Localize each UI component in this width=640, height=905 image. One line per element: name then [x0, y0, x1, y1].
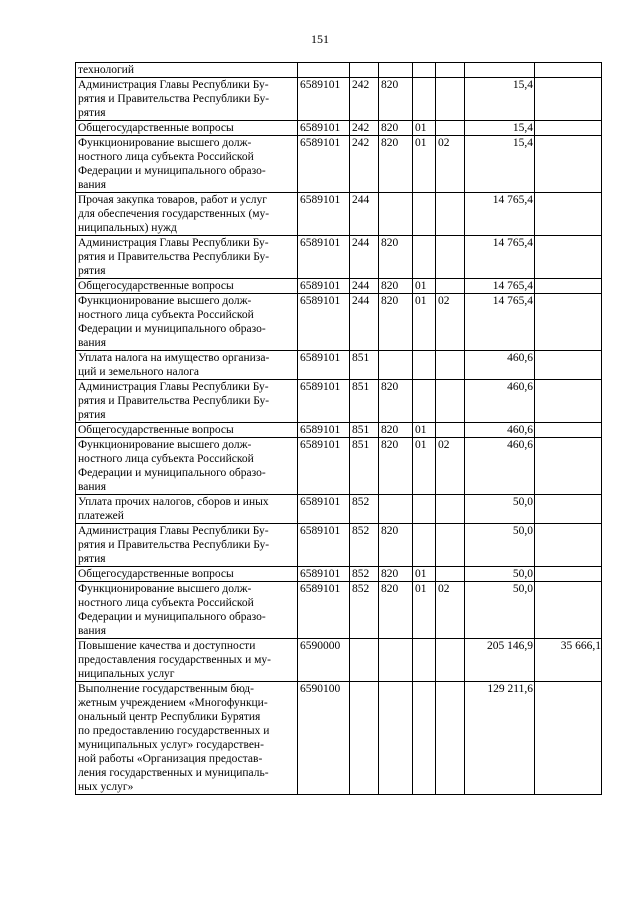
cell-section: 01 [413, 582, 436, 639]
cell-section: 01 [413, 567, 436, 582]
cell-ministry: 820 [379, 236, 413, 279]
cell-name: Администрация Главы Республики Бу- рятия и Правительства Республики Бу- рятия [76, 78, 298, 121]
cell-amount: 460,6 [465, 423, 535, 438]
cell-amount-extra [535, 121, 602, 136]
cell-name: Общегосударственные вопросы [76, 423, 298, 438]
cell-expense-type: 244 [350, 236, 379, 279]
cell-subsection [436, 495, 465, 524]
cell-amount-extra [535, 351, 602, 380]
cell-section: 01 [413, 294, 436, 351]
cell-name: Уплата налога на имущество организа- ций и земельного налога [76, 351, 298, 380]
cell-subsection [436, 351, 465, 380]
cell-expense-type: 852 [350, 495, 379, 524]
table-row [76, 193, 602, 236]
cell-amount: 460,6 [465, 438, 535, 495]
table-row [76, 294, 602, 351]
cell-section: 01 [413, 423, 436, 438]
cell-section [413, 380, 436, 423]
table-row [76, 121, 602, 136]
cell-section [413, 78, 436, 121]
cell-name: Повышение качества и доступности предоставления государственных и му- ниципальных услуг [76, 639, 298, 682]
cell-target-article: 6589101 [298, 582, 350, 639]
cell-amount-extra [535, 193, 602, 236]
cell-amount: 15,4 [465, 136, 535, 193]
cell-expense-type [350, 639, 379, 682]
cell-subsection [436, 279, 465, 294]
cell-target-article: 6589101 [298, 279, 350, 294]
cell-target-article: 6589101 [298, 236, 350, 279]
cell-section: 01 [413, 136, 436, 193]
cell-name: Прочая закупка товаров, работ и услуг для обеспечения государственных (му- ниципальных) нужд [76, 193, 298, 236]
table-row [76, 524, 602, 567]
table-row [76, 567, 602, 582]
cell-amount-extra [535, 582, 602, 639]
cell-ministry [379, 193, 413, 236]
cell-amount-extra [535, 682, 602, 795]
cell-name: Функционирование высшего долж- ностного лица субъекта Российской Федерации и муниципального образо- вания [76, 582, 298, 639]
cell-expense-type: 244 [350, 193, 379, 236]
cell-ministry: 820 [379, 423, 413, 438]
cell-amount: 50,0 [465, 567, 535, 582]
table-row [76, 279, 602, 294]
cell-expense-type [350, 682, 379, 795]
cell-ministry: 820 [379, 121, 413, 136]
cell-amount: 460,6 [465, 351, 535, 380]
table-body [76, 63, 602, 795]
cell-ministry [379, 682, 413, 795]
cell-section [413, 682, 436, 795]
cell-target-article [298, 63, 350, 78]
cell-amount-extra [535, 294, 602, 351]
cell-amount-extra [535, 438, 602, 495]
cell-name: Выполнение государственным бюд- жетным учреждением «Многофункци- ональный центр Республики Бурятия по предоставлению государственных и муниципальных услуг» государствен- ной работы «Организация предостав- ления государственных и муниципаль- ных услуг» [76, 682, 298, 795]
cell-name: Общегосударственные вопросы [76, 567, 298, 582]
cell-target-article: 6589101 [298, 524, 350, 567]
table-row [76, 351, 602, 380]
cell-expense-type: 242 [350, 78, 379, 121]
cell-expense-type: 852 [350, 582, 379, 639]
cell-ministry [379, 495, 413, 524]
cell-subsection: 02 [436, 582, 465, 639]
table-row [76, 423, 602, 438]
cell-subsection [436, 193, 465, 236]
cell-ministry: 820 [379, 567, 413, 582]
cell-amount: 14 765,4 [465, 279, 535, 294]
cell-subsection [436, 524, 465, 567]
cell-ministry: 820 [379, 438, 413, 495]
cell-amount-extra [535, 236, 602, 279]
cell-target-article: 6590000 [298, 639, 350, 682]
cell-amount-extra [535, 279, 602, 294]
cell-section [413, 236, 436, 279]
cell-amount-extra [535, 524, 602, 567]
budget-table [75, 62, 602, 795]
cell-name: Администрация Главы Республики Бу- рятия и Правительства Республики Бу- рятия [76, 380, 298, 423]
cell-name: Функционирование высшего долж- ностного лица субъекта Российской Федерации и муниципального образо- вания [76, 438, 298, 495]
table-row [76, 639, 602, 682]
table-row [76, 682, 602, 795]
cell-expense-type: 242 [350, 136, 379, 193]
cell-amount: 50,0 [465, 495, 535, 524]
page-number: 151 [311, 32, 329, 46]
cell-target-article: 6589101 [298, 351, 350, 380]
cell-section [413, 495, 436, 524]
cell-amount-extra [535, 63, 602, 78]
table-row [76, 78, 602, 121]
cell-amount-extra [535, 567, 602, 582]
cell-amount: 14 765,4 [465, 294, 535, 351]
cell-amount-extra [535, 136, 602, 193]
cell-name: технологий [76, 63, 298, 78]
cell-subsection [436, 236, 465, 279]
cell-section [413, 193, 436, 236]
cell-amount: 460,6 [465, 380, 535, 423]
cell-ministry: 820 [379, 582, 413, 639]
cell-subsection [436, 682, 465, 795]
cell-amount-extra [535, 78, 602, 121]
cell-target-article: 6590100 [298, 682, 350, 795]
table-row [76, 63, 602, 78]
cell-subsection [436, 63, 465, 78]
table-row [76, 582, 602, 639]
cell-subsection [436, 121, 465, 136]
cell-expense-type [350, 63, 379, 78]
cell-section [413, 524, 436, 567]
cell-target-article: 6589101 [298, 294, 350, 351]
cell-ministry [379, 63, 413, 78]
cell-section [413, 639, 436, 682]
cell-section: 01 [413, 121, 436, 136]
cell-name: Функционирование высшего долж- ностного лица субъекта Российской Федерации и муниципального образо- вания [76, 294, 298, 351]
cell-target-article: 6589101 [298, 121, 350, 136]
table-row [76, 236, 602, 279]
cell-subsection [436, 380, 465, 423]
cell-ministry [379, 351, 413, 380]
cell-name: Администрация Главы Республики Бу- рятия и Правительства Республики Бу- рятия [76, 524, 298, 567]
cell-expense-type: 852 [350, 524, 379, 567]
cell-target-article: 6589101 [298, 567, 350, 582]
cell-target-article: 6589101 [298, 193, 350, 236]
cell-subsection: 02 [436, 136, 465, 193]
cell-ministry: 820 [379, 380, 413, 423]
cell-subsection: 02 [436, 294, 465, 351]
cell-target-article: 6589101 [298, 380, 350, 423]
cell-ministry: 820 [379, 294, 413, 351]
cell-amount: 50,0 [465, 582, 535, 639]
cell-amount-extra [535, 423, 602, 438]
cell-ministry: 820 [379, 279, 413, 294]
cell-subsection: 02 [436, 438, 465, 495]
cell-amount-extra [535, 380, 602, 423]
cell-expense-type: 851 [350, 351, 379, 380]
cell-expense-type: 851 [350, 423, 379, 438]
cell-expense-type: 244 [350, 279, 379, 294]
table-row [76, 495, 602, 524]
cell-target-article: 6589101 [298, 136, 350, 193]
table-row [76, 136, 602, 193]
table-row [76, 380, 602, 423]
cell-section [413, 351, 436, 380]
cell-amount: 14 765,4 [465, 236, 535, 279]
cell-subsection [436, 78, 465, 121]
cell-amount: 129 211,6 [465, 682, 535, 795]
cell-expense-type: 851 [350, 380, 379, 423]
cell-amount: 14 765,4 [465, 193, 535, 236]
cell-name: Администрация Главы Республики Бу- рятия и Правительства Республики Бу- рятия [76, 236, 298, 279]
cell-expense-type: 244 [350, 294, 379, 351]
cell-amount-extra: 35 666,1 [535, 639, 602, 682]
cell-name: Общегосударственные вопросы [76, 121, 298, 136]
cell-target-article: 6589101 [298, 438, 350, 495]
cell-target-article: 6589101 [298, 423, 350, 438]
cell-expense-type: 851 [350, 438, 379, 495]
cell-amount: 205 146,9 [465, 639, 535, 682]
cell-target-article: 6589101 [298, 495, 350, 524]
cell-section: 01 [413, 438, 436, 495]
cell-amount: 50,0 [465, 524, 535, 567]
cell-amount: 15,4 [465, 121, 535, 136]
cell-section: 01 [413, 279, 436, 294]
cell-subsection [436, 567, 465, 582]
cell-section [413, 63, 436, 78]
cell-ministry: 820 [379, 78, 413, 121]
cell-target-article: 6589101 [298, 78, 350, 121]
table-row [76, 438, 602, 495]
cell-ministry: 820 [379, 136, 413, 193]
cell-amount [465, 63, 535, 78]
cell-name: Общегосударственные вопросы [76, 279, 298, 294]
cell-ministry: 820 [379, 524, 413, 567]
cell-name: Уплата прочих налогов, сборов и иных платежей [76, 495, 298, 524]
cell-amount: 15,4 [465, 78, 535, 121]
cell-subsection [436, 639, 465, 682]
cell-subsection [436, 423, 465, 438]
cell-amount-extra [535, 495, 602, 524]
cell-ministry [379, 639, 413, 682]
cell-expense-type: 242 [350, 121, 379, 136]
cell-name: Функционирование высшего долж- ностного лица субъекта Российской Федерации и муниципального образо- вания [76, 136, 298, 193]
cell-expense-type: 852 [350, 567, 379, 582]
